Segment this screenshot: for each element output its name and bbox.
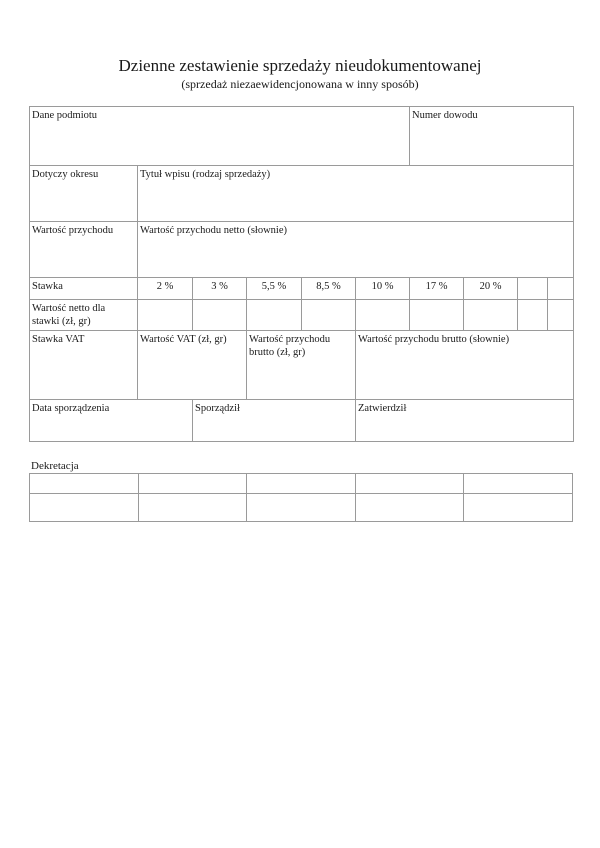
entry-title-label: Tytuł wpisu (rodzaj sprzedaży) [140,169,271,180]
approved-by-label: Zatwierdził [358,403,407,414]
approved-by-field[interactable] [356,400,574,442]
decree-cell[interactable] [138,474,247,494]
decree-table [29,473,573,522]
vat-value-field[interactable] [138,331,247,400]
rate-20: 20 % [464,278,518,300]
prepared-date-field[interactable] [30,400,193,442]
vat-rate-field[interactable] [30,331,138,400]
prepared-date-label: Data sporządzenia [32,403,110,414]
rate-2: 2 % [138,278,193,300]
decree-cell[interactable] [247,494,356,522]
net-value-extra-field[interactable] [518,300,548,331]
rate-5-5: 5,5 % [247,278,302,300]
period-label: Dotyczy okresu [32,169,99,180]
net-value-extra-field[interactable] [548,300,574,331]
net-value-3-field[interactable] [193,300,247,331]
net-value-2-field[interactable] [138,300,193,331]
entry-title-field[interactable] [138,166,574,222]
net-value-20-field[interactable] [464,300,518,331]
rate-label: Stawka [30,278,138,300]
sales-summary-form [29,106,574,442]
decree-cell[interactable] [30,474,139,494]
document-number-label: Numer dowodu [412,110,478,121]
decree-cell[interactable] [355,494,464,522]
rate-8-5: 8,5 % [302,278,356,300]
net-value-10-field[interactable] [356,300,410,331]
prepared-by-label: Sporządził [195,403,240,414]
document-subtitle: (sprzedaż niezaewidencjonowana w inny sposób) [181,77,419,91]
rate-3: 3 % [193,278,247,300]
decree-cell[interactable] [247,474,356,494]
net-revenue-words-label: Wartość przychodu netto (słownie) [140,225,287,236]
prepared-by-field[interactable] [193,400,356,442]
entity-data-label: Dane podmiotu [32,110,98,121]
rate-extra-cell [548,278,574,300]
decree-cell[interactable] [138,494,247,522]
decree-cell[interactable] [355,474,464,494]
net-value-8-5-field[interactable] [302,300,356,331]
net-value-5-5-field[interactable] [247,300,302,331]
rate-10: 10 % [356,278,410,300]
gross-revenue-field[interactable] [247,331,356,400]
decree-cell[interactable] [30,494,139,522]
vat-rate-label: Stawka VAT [32,334,85,345]
entity-data-field[interactable] [30,107,410,166]
document-number-field[interactable] [410,107,574,166]
gross-revenue-words-label: Wartość przychodu brutto (słownie) [358,334,510,345]
net-value-17-field[interactable] [410,300,464,331]
decree-cell[interactable] [464,474,573,494]
rate-17: 17 % [410,278,464,300]
document-title: Dzienne zestawienie sprzedaży nieudokumentowanej [118,56,482,75]
revenue-value-field[interactable] [30,222,138,278]
rate-extra-cell [518,278,548,300]
gross-revenue-label: Wartość przychodu brutto (zł, gr) [249,334,331,358]
revenue-value-label: Wartość przychodu [32,225,114,236]
net-value-per-rate-label: Wartość netto dla stawki (zł, gr) [30,300,138,331]
decree-label: Dekretacja [31,460,79,472]
period-field[interactable] [30,166,138,222]
gross-revenue-words-field[interactable] [356,331,574,400]
vat-value-label: Wartość VAT (zł, gr) [140,334,227,345]
decree-cell[interactable] [464,494,573,522]
net-revenue-words-field[interactable] [138,222,574,278]
